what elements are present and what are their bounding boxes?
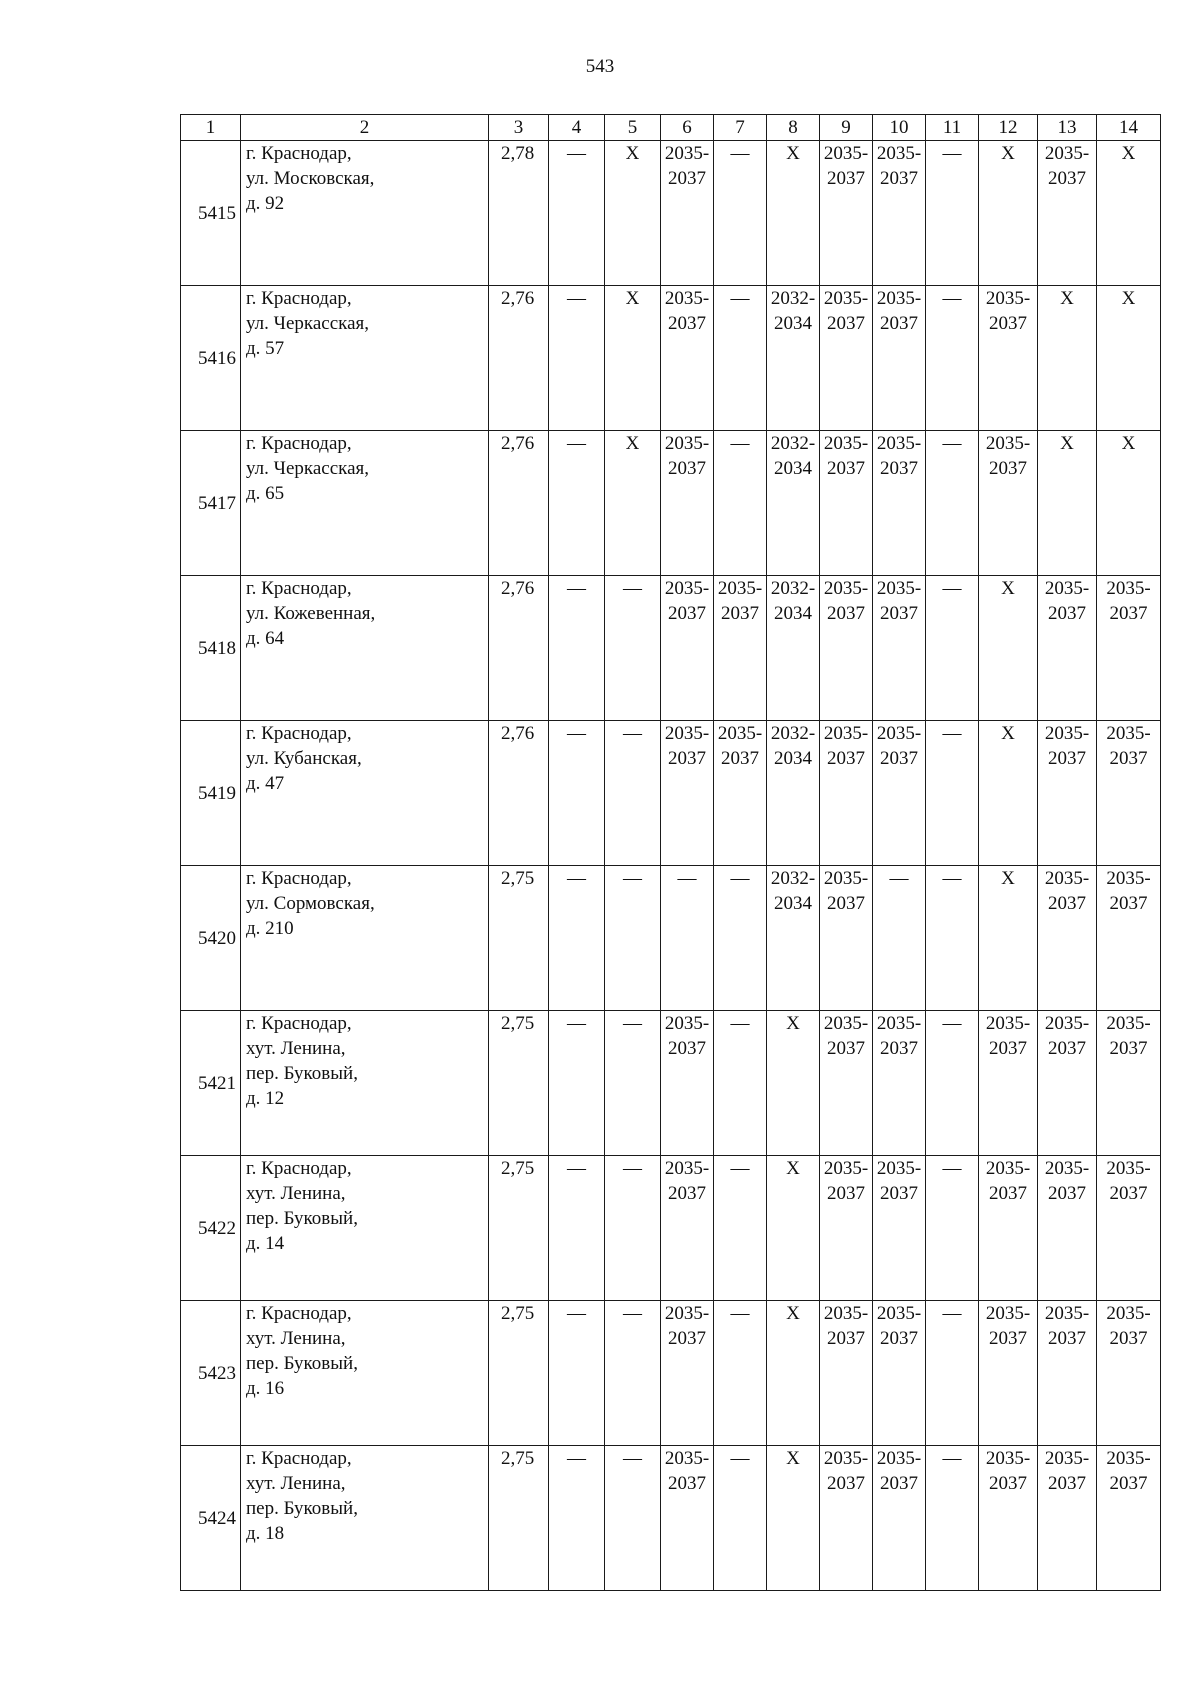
table-cell: X	[979, 141, 1038, 286]
table-cell: 2035- 2037	[1038, 576, 1097, 721]
table-cell: —	[714, 431, 767, 576]
table-row	[181, 286, 1161, 431]
table-cell: 2035- 2037	[820, 286, 873, 431]
column-number: 5	[605, 115, 661, 141]
table-cell: X	[767, 141, 820, 286]
table-cell: 2035- 2037	[661, 141, 714, 286]
coefficient-cell: 2,76	[489, 286, 549, 431]
table-cell: 2035- 2037	[661, 1446, 714, 1591]
table-cell: —	[661, 866, 714, 1011]
table-cell: 2035- 2037	[873, 721, 926, 866]
table-cell: —	[714, 141, 767, 286]
column-number-row	[181, 115, 1161, 141]
table-cell: —	[549, 866, 605, 1011]
table-cell: 2035- 2037	[820, 141, 873, 286]
row-number: 5423	[181, 1301, 241, 1446]
coefficient-cell: 2,76	[489, 576, 549, 721]
table-cell: 2035- 2037	[979, 431, 1038, 576]
column-number: 12	[979, 115, 1038, 141]
table-cell: 2035- 2037	[661, 1301, 714, 1446]
table-cell: —	[926, 1301, 979, 1446]
row-number: 5418	[181, 576, 241, 721]
table-cell: —	[926, 721, 979, 866]
table-cell: X	[1038, 286, 1097, 431]
table-cell: —	[549, 1011, 605, 1156]
table-cell: —	[926, 1446, 979, 1591]
table-cell: —	[714, 286, 767, 431]
coefficient-cell: 2,75	[489, 1156, 549, 1301]
table-cell: 2035- 2037	[820, 1301, 873, 1446]
table-cell: 2035- 2037	[820, 1156, 873, 1301]
address-cell: г. Краснодар, ул. Черкасская, д. 65	[241, 431, 489, 576]
table-cell: —	[605, 1156, 661, 1301]
table-cell: 2035- 2037	[979, 1156, 1038, 1301]
column-number: 4	[549, 115, 605, 141]
table-cell: 2035- 2037	[820, 1011, 873, 1156]
table-cell: —	[549, 1301, 605, 1446]
table-cell: 2035- 2037	[873, 576, 926, 721]
table-cell: 2035- 2037	[873, 1011, 926, 1156]
coefficient-cell: 2,75	[489, 1011, 549, 1156]
table-row	[181, 431, 1161, 576]
table-cell: X	[1097, 286, 1161, 431]
table-cell: X	[605, 431, 661, 576]
column-number: 1	[181, 115, 241, 141]
table-cell: X	[767, 1301, 820, 1446]
table-cell: 2035- 2037	[873, 286, 926, 431]
table-cell: 2035- 2037	[873, 431, 926, 576]
table-cell: —	[714, 1301, 767, 1446]
address-cell: г. Краснодар, ул. Сормовская, д. 210	[241, 866, 489, 1011]
table-cell: —	[714, 866, 767, 1011]
table-cell: 2035- 2037	[979, 1011, 1038, 1156]
table-cell: —	[549, 431, 605, 576]
table-row	[181, 1446, 1161, 1591]
table-cell: 2035- 2037	[979, 1301, 1038, 1446]
table-cell: —	[605, 576, 661, 721]
table-cell: 2035- 2037	[820, 866, 873, 1011]
table-cell: —	[549, 576, 605, 721]
address-cell: г. Краснодар, хут. Ленина, пер. Буковый, д. 12	[241, 1011, 489, 1156]
table-cell: 2032- 2034	[767, 721, 820, 866]
table-cell: 2035- 2037	[1097, 1156, 1161, 1301]
table-cell: —	[549, 1446, 605, 1591]
coefficient-cell: 2,78	[489, 141, 549, 286]
table-cell: —	[714, 1446, 767, 1591]
table-cell: X	[979, 721, 1038, 866]
table-cell: —	[873, 866, 926, 1011]
table-cell: 2032- 2034	[767, 866, 820, 1011]
table-cell: 2035- 2037	[979, 286, 1038, 431]
table-cell: 2035- 2037	[714, 721, 767, 866]
table-cell: 2035- 2037	[661, 431, 714, 576]
row-number: 5415	[181, 141, 241, 286]
table-cell: —	[926, 1011, 979, 1156]
table-row	[181, 576, 1161, 721]
table-cell: 2035- 2037	[661, 286, 714, 431]
table-cell: 2035- 2037	[1038, 866, 1097, 1011]
table-cell: 2035- 2037	[661, 576, 714, 721]
table-cell: 2035- 2037	[1097, 721, 1161, 866]
table-cell: X	[979, 866, 1038, 1011]
address-cell: г. Краснодар, ул. Кубанская, д. 47	[241, 721, 489, 866]
column-number: 14	[1097, 115, 1161, 141]
table-cell: —	[926, 866, 979, 1011]
table-row	[181, 141, 1161, 286]
table-row	[181, 721, 1161, 866]
table-cell: 2035- 2037	[1038, 141, 1097, 286]
row-number: 5421	[181, 1011, 241, 1156]
address-cell: г. Краснодар, ул. Черкасская, д. 57	[241, 286, 489, 431]
table-cell: —	[605, 1301, 661, 1446]
table-cell: 2035- 2037	[1097, 1301, 1161, 1446]
table-cell: 2035- 2037	[714, 576, 767, 721]
table-cell: 2035- 2037	[1097, 1011, 1161, 1156]
table-cell: 2035- 2037	[820, 576, 873, 721]
table-cell: X	[767, 1011, 820, 1156]
table-cell: X	[1097, 141, 1161, 286]
table-cell: 2035- 2037	[820, 431, 873, 576]
address-cell: г. Краснодар, ул. Кожевенная, д. 64	[241, 576, 489, 721]
column-number: 11	[926, 115, 979, 141]
table-cell: 2032- 2034	[767, 431, 820, 576]
table-cell: 2032- 2034	[767, 286, 820, 431]
table-cell: 2035- 2037	[1038, 1156, 1097, 1301]
table-cell: 2035- 2037	[1038, 1446, 1097, 1591]
table-cell: X	[979, 576, 1038, 721]
table-cell: —	[714, 1011, 767, 1156]
table-cell: 2035- 2037	[1097, 576, 1161, 721]
table-cell: 2035- 2037	[661, 721, 714, 866]
table-cell: 2035- 2037	[1038, 1011, 1097, 1156]
table-cell: 2035- 2037	[873, 1301, 926, 1446]
coefficient-cell: 2,76	[489, 431, 549, 576]
table-cell: —	[605, 1446, 661, 1591]
column-number: 13	[1038, 115, 1097, 141]
address-cell: г. Краснодар, хут. Ленина, пер. Буковый, д. 16	[241, 1301, 489, 1446]
row-number: 5417	[181, 431, 241, 576]
column-number: 6	[661, 115, 714, 141]
table-cell: —	[605, 1011, 661, 1156]
table-cell: X	[767, 1446, 820, 1591]
table-cell: 2035- 2037	[1097, 866, 1161, 1011]
table-cell: —	[714, 1156, 767, 1301]
row-number: 5422	[181, 1156, 241, 1301]
table-cell: 2032- 2034	[767, 576, 820, 721]
table-cell: —	[549, 141, 605, 286]
table-cell: 2035- 2037	[661, 1156, 714, 1301]
row-number: 5416	[181, 286, 241, 431]
row-number: 5420	[181, 866, 241, 1011]
table-row	[181, 1156, 1161, 1301]
address-cell: г. Краснодар, хут. Ленина, пер. Буковый, д. 18	[241, 1446, 489, 1591]
table-cell: 2035- 2037	[661, 1011, 714, 1156]
table-cell: 2035- 2037	[873, 141, 926, 286]
column-number: 2	[241, 115, 489, 141]
table-cell: X	[605, 141, 661, 286]
coefficient-cell: 2,75	[489, 1301, 549, 1446]
coefficient-cell: 2,75	[489, 1446, 549, 1591]
table-cell: —	[926, 576, 979, 721]
coefficient-cell: 2,76	[489, 721, 549, 866]
table-cell: 2035- 2037	[979, 1446, 1038, 1591]
table-row	[181, 1301, 1161, 1446]
table-cell: X	[1097, 431, 1161, 576]
address-cell: г. Краснодар, хут. Ленина, пер. Буковый, д. 14	[241, 1156, 489, 1301]
table-cell: 2035- 2037	[1097, 1446, 1161, 1591]
table-cell: 2035- 2037	[873, 1446, 926, 1591]
column-number: 7	[714, 115, 767, 141]
row-number: 5419	[181, 721, 241, 866]
table-cell: 2035- 2037	[1038, 1301, 1097, 1446]
table-cell: —	[605, 721, 661, 866]
table-row	[181, 1011, 1161, 1156]
address-cell: г. Краснодар, ул. Московская, д. 92	[241, 141, 489, 286]
table-cell: 2035- 2037	[820, 721, 873, 866]
table-cell: —	[926, 141, 979, 286]
table-row	[181, 866, 1161, 1011]
table-cell: X	[605, 286, 661, 431]
column-number: 10	[873, 115, 926, 141]
schedule-table	[180, 114, 1161, 1591]
page-number: 543	[585, 56, 615, 77]
column-number: 3	[489, 115, 549, 141]
table-cell: 2035- 2037	[820, 1446, 873, 1591]
column-number: 8	[767, 115, 820, 141]
table-cell: —	[926, 286, 979, 431]
table-cell: —	[549, 286, 605, 431]
table-cell: —	[549, 721, 605, 866]
table-cell: —	[926, 431, 979, 576]
coefficient-cell: 2,75	[489, 866, 549, 1011]
table-cell: 2035- 2037	[873, 1156, 926, 1301]
table-cell: —	[926, 1156, 979, 1301]
table-cell: —	[549, 1156, 605, 1301]
row-number: 5424	[181, 1446, 241, 1591]
table-cell: X	[767, 1156, 820, 1301]
table-cell: X	[1038, 431, 1097, 576]
column-number: 9	[820, 115, 873, 141]
table-cell: —	[605, 866, 661, 1011]
table-cell: 2035- 2037	[1038, 721, 1097, 866]
